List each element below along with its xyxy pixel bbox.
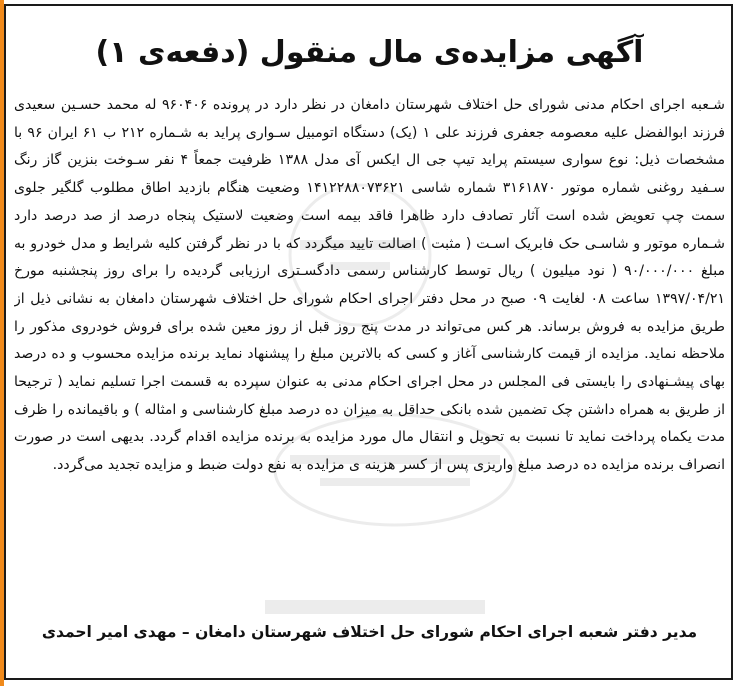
notice-signature: مدیر دفتر شعبه اجرای احکام شورای حل اختلاف شهرستان دامغان – مهدی امیر احمدی: [41, 623, 698, 641]
notice-title: آگهی مزایده‌ی مال منقول (دفعه‌ی ۱): [95, 35, 644, 70]
notice-body: شـعبه اجرای احکام مدنی شورای حل اختلاف شهرستان دامغان در نظر دارد در پرونده ۹۶۰۴۰۶ له محمد حسـین سعیدی فرزند ابوالفضل علیه معصومه جعفری فرزند علی ۱ (یک) دستگاه اتومبیل سـواری پراید به شـماره ۲۱۲ ب ۶۱ ایران ۹۶ با مشخصات ذیل: نوع سواری سیستم پراید تیپ جی ال ایکس آی مدل ۱۳۸۸ ظرفیت جمعاً ۴ نفر سـوخت بنزین گاز رنگ سـفید روغنی شماره موتور ۳۱۶۱۸۷۰ شماره شاسی ۱۴۱۲۲۸۸۰۷۳۶۲۱ وضعیت هنگام بازدید اطاق مطلوب گلگیر جلوی سمت چپ تعویض شده است آثار تصادف دارد ظاهرا فاقد بیمه است وضعیت لاستیک پنجاه درصد از صد درصد دارد شـماره موتور و شاسـی حک فابریک اسـت ( مثبت ) اصالت تایید میگردد که با در نظر گرفتن کلیه شرایط و مدل خودرو به مبلغ ۹۰/۰۰۰/۰۰۰ ( نود میلیون ) ریال توسط کارشناس رسمی دادگسـتری ارزیابی گردیده را برای روز پنجشنبه مورخ ۱۳۹۷/۰۴/۲۱ ساعت ۰۸ لغایت ۰۹ صبح در محل دفتر اجرای احکام شورای حل اختلاف شهرستان دامغان به نشانی ذیل از طریق مزایده به فروش برساند. هر کس می‌تواند در مدت پنج روز قبل از روز معین شده برای فروش خودروی مذکور را ملاحظه نماید. مزایده از قیمت کارشناسی آغاز و کسی که بالاترین مبلغ را پیشنهاد نماید برنده مزایده محسوب و ده درصد بهای پیشـنهادی را بایستی فی المجلس در محل اجرای احکام مدنی به عنوان سپرده به قسمت اجرا تسلیم نماید ( ترجیحا از طریق به همراه داشتن چک تضمین شده بانکی حداقل به میزان ده درصد مبلغ کارشناسی و امثاله ) و باقیمانده را ظرف مدت یکماه پرداخت نماید تا نسبت به تحویل و انتقال مال مورد مزایده به برنده مزایده اقدام گردد. بدیهی است در صورت انصراف برنده مزایده ده درصد مبلغ واریزی پس از کسر هزینه ی مزایده به نفع دولت ضبط و مزایده تجدید می‌گردد.: [14, 97, 725, 474]
